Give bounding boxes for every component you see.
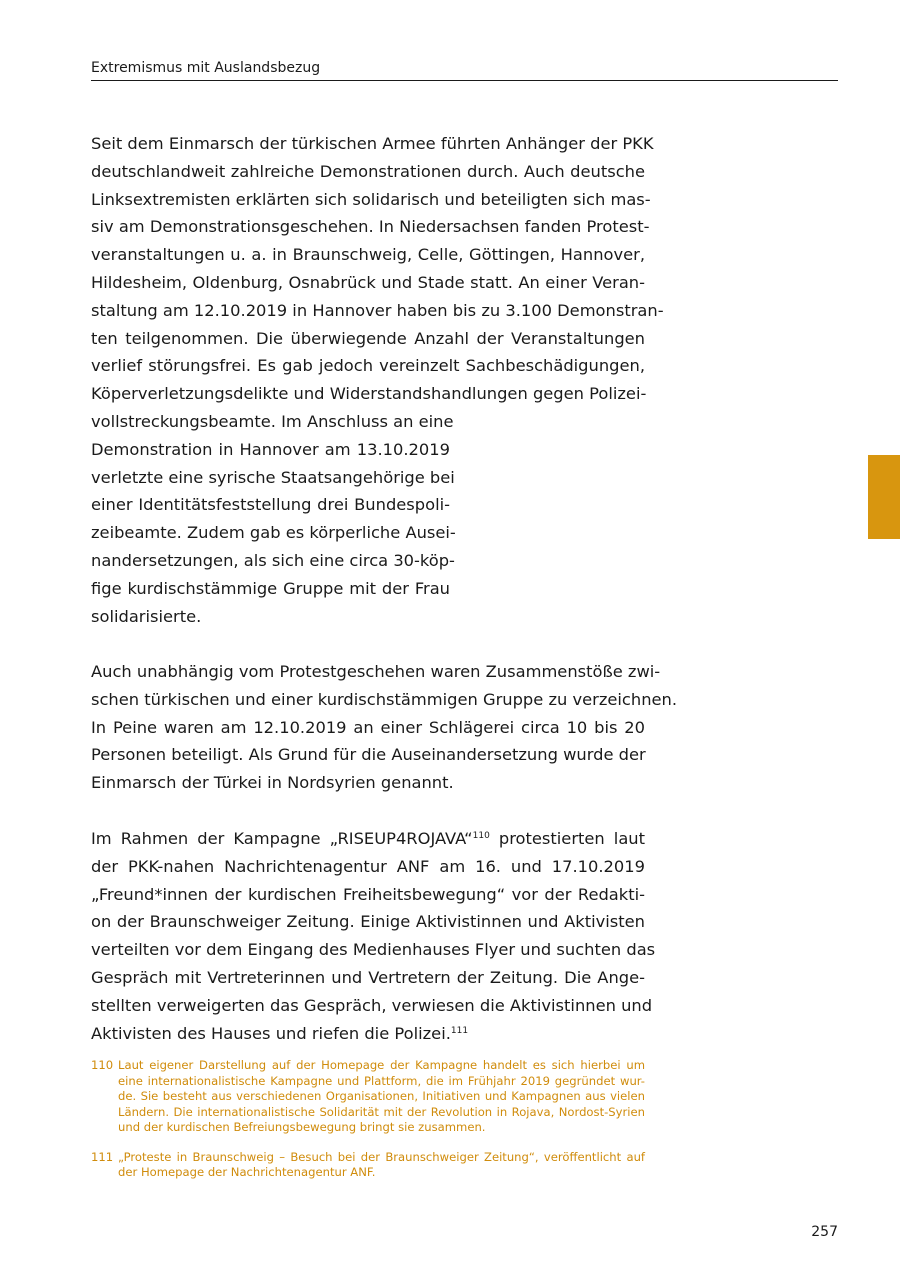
footnote-line: Laut eigener Darstellung auf der Homepage der Kampagne handelt es sich hierbei um (118, 1058, 645, 1072)
text-line: veranstaltungen u. a. in Braunschweig, Celle, Göttingen, Hannover, (91, 245, 645, 265)
footnote-line: Ländern. Die internationalistische Solidarität mit der Revolution in Rojava, Nordost-Syrien (118, 1104, 645, 1119)
paragraph-1 (91, 130, 664, 408)
running-header: Extremismus mit Auslandsbezug (91, 60, 321, 76)
text-line: Einmarsch der Türkei in Nordsyrien genannt. (91, 773, 454, 793)
footnote-line: „Proteste in Braunschweig – Besuch bei der Braunschweiger Zeitung“, veröffentlicht auf (118, 1149, 645, 1164)
text-line: verlief störungsfrei. Es gab jedoch vereinzelt Sachbeschädigungen, (91, 356, 645, 376)
text-line: nandersetzungen, als sich eine circa 30-köp- (91, 550, 455, 570)
footnote-line: der Homepage der Nachrichtenagentur ANF. (118, 1165, 376, 1179)
footnote-ref-111[interactable]: 111 (450, 1025, 469, 1036)
text-line: vollstreckungsbeamte. Im Anschluss an eine (91, 412, 454, 431)
footnotes (91, 1058, 645, 1181)
text-line: der PKK-nahen Nachrichtenagentur ANF am 16. und 17.10.2019 (91, 856, 645, 876)
footnote-number: 110 (91, 1058, 114, 1072)
text-line (91, 1020, 645, 1048)
text-fragment: Im Rahmen der Kampagne „RISEUP4ROJAVA“ (91, 829, 473, 848)
text-line: solidarisierte. (91, 606, 202, 626)
text-line: Hildesheim, Oldenburg, Osnabrück und Stade statt. An einer Veran- (91, 272, 645, 292)
paragraph-3 (91, 825, 656, 1047)
footnote-110 (91, 1058, 645, 1136)
text-line: verletzte eine syrische Staatsangehörige bei (91, 467, 455, 487)
header-rule (91, 80, 838, 81)
page-number: 257 (811, 1224, 838, 1240)
text-line (91, 825, 645, 853)
chapter-tab-marker (868, 455, 900, 539)
footnote-line: und der kurdischen Befreiungsbewegung bringt sie zusammen. (118, 1120, 486, 1134)
text-line: ten teilgenommen. Die überwiegende Anzahl der Veranstaltungen (91, 328, 645, 348)
text-line: on der Braunschweiger Zeitung. Einige Aktivistinnen und Aktivisten (91, 912, 645, 932)
text-line: deutschlandweit zahlreiche Demonstrationen durch. Auch deutsche (91, 161, 645, 181)
text-line: Auch unabhängig vom Protestgeschehen waren Zusammenstöße zwi- (91, 662, 661, 681)
footnote-line: eine internationalistische Kampagne und Plattform, die im Frühjahr 2019 gegründet wur- (118, 1073, 645, 1088)
text-line: Linksextremisten erklärten sich solidarisch und beteiligten sich mas- (91, 189, 651, 209)
text-line: schen türkischen und einer kurdischstämmigen Gruppe zu verzeichnen. (91, 689, 678, 709)
text-line: stellten verweigerten das Gespräch, verwiesen die Aktivistinnen und (91, 995, 653, 1015)
paragraph-2 (91, 658, 678, 797)
text-line: Gespräch mit Vertreterinnen und Vertretern der Zeitung. Die Ange- (91, 967, 645, 987)
text-line: „Freund*innen der kurdischen Freiheitsbewegung“ vor der Redakti- (91, 884, 645, 904)
text-fragment: Aktivisten des Hauses und riefen die Polizei. (91, 1023, 451, 1043)
footnote-ref-110[interactable]: 110 (472, 831, 490, 841)
text-line: Personen beteiligt. Als Grund für die Auseinandersetzung wurde der (91, 745, 646, 765)
text-line: einer Identitätsfeststellung drei Bundespoli- (91, 495, 450, 515)
paragraph-1-narrow (91, 408, 645, 630)
text-fragment: protestierten laut (489, 829, 645, 848)
text-line: Köperverletzungsdelikte und Widerstandshandlungen gegen Polizei- (91, 384, 647, 404)
text-line: zeibeamte. Zudem gab es körperliche Ausei- (91, 523, 456, 543)
text-line: fige kurdischstämmige Gruppe mit der Frau (91, 578, 450, 598)
text-line: Seit dem Einmarsch der türkischen Armee führten Anhänger der PKK (91, 134, 654, 153)
text-line: siv am Demonstrationsgeschehen. In Niedersachsen fanden Protest- (91, 217, 650, 237)
text-line: verteilten vor dem Eingang des Medienhauses Flyer und suchten das (91, 940, 656, 960)
footnote-111 (91, 1150, 645, 1181)
text-line: Demonstration in Hannover am 13.10.2019 (91, 439, 450, 459)
footnote-line: de. Sie besteht aus verschiedenen Organisationen, Initiativen und Kampagnen aus vielen (118, 1089, 645, 1103)
text-line: In Peine waren am 12.10.2019 an einer Schlägerei circa 10 bis 20 (91, 717, 645, 737)
footnote-number: 111 (91, 1149, 114, 1164)
text-line: staltung am 12.10.2019 in Hannover haben bis zu 3.100 Demonstran- (91, 300, 664, 320)
